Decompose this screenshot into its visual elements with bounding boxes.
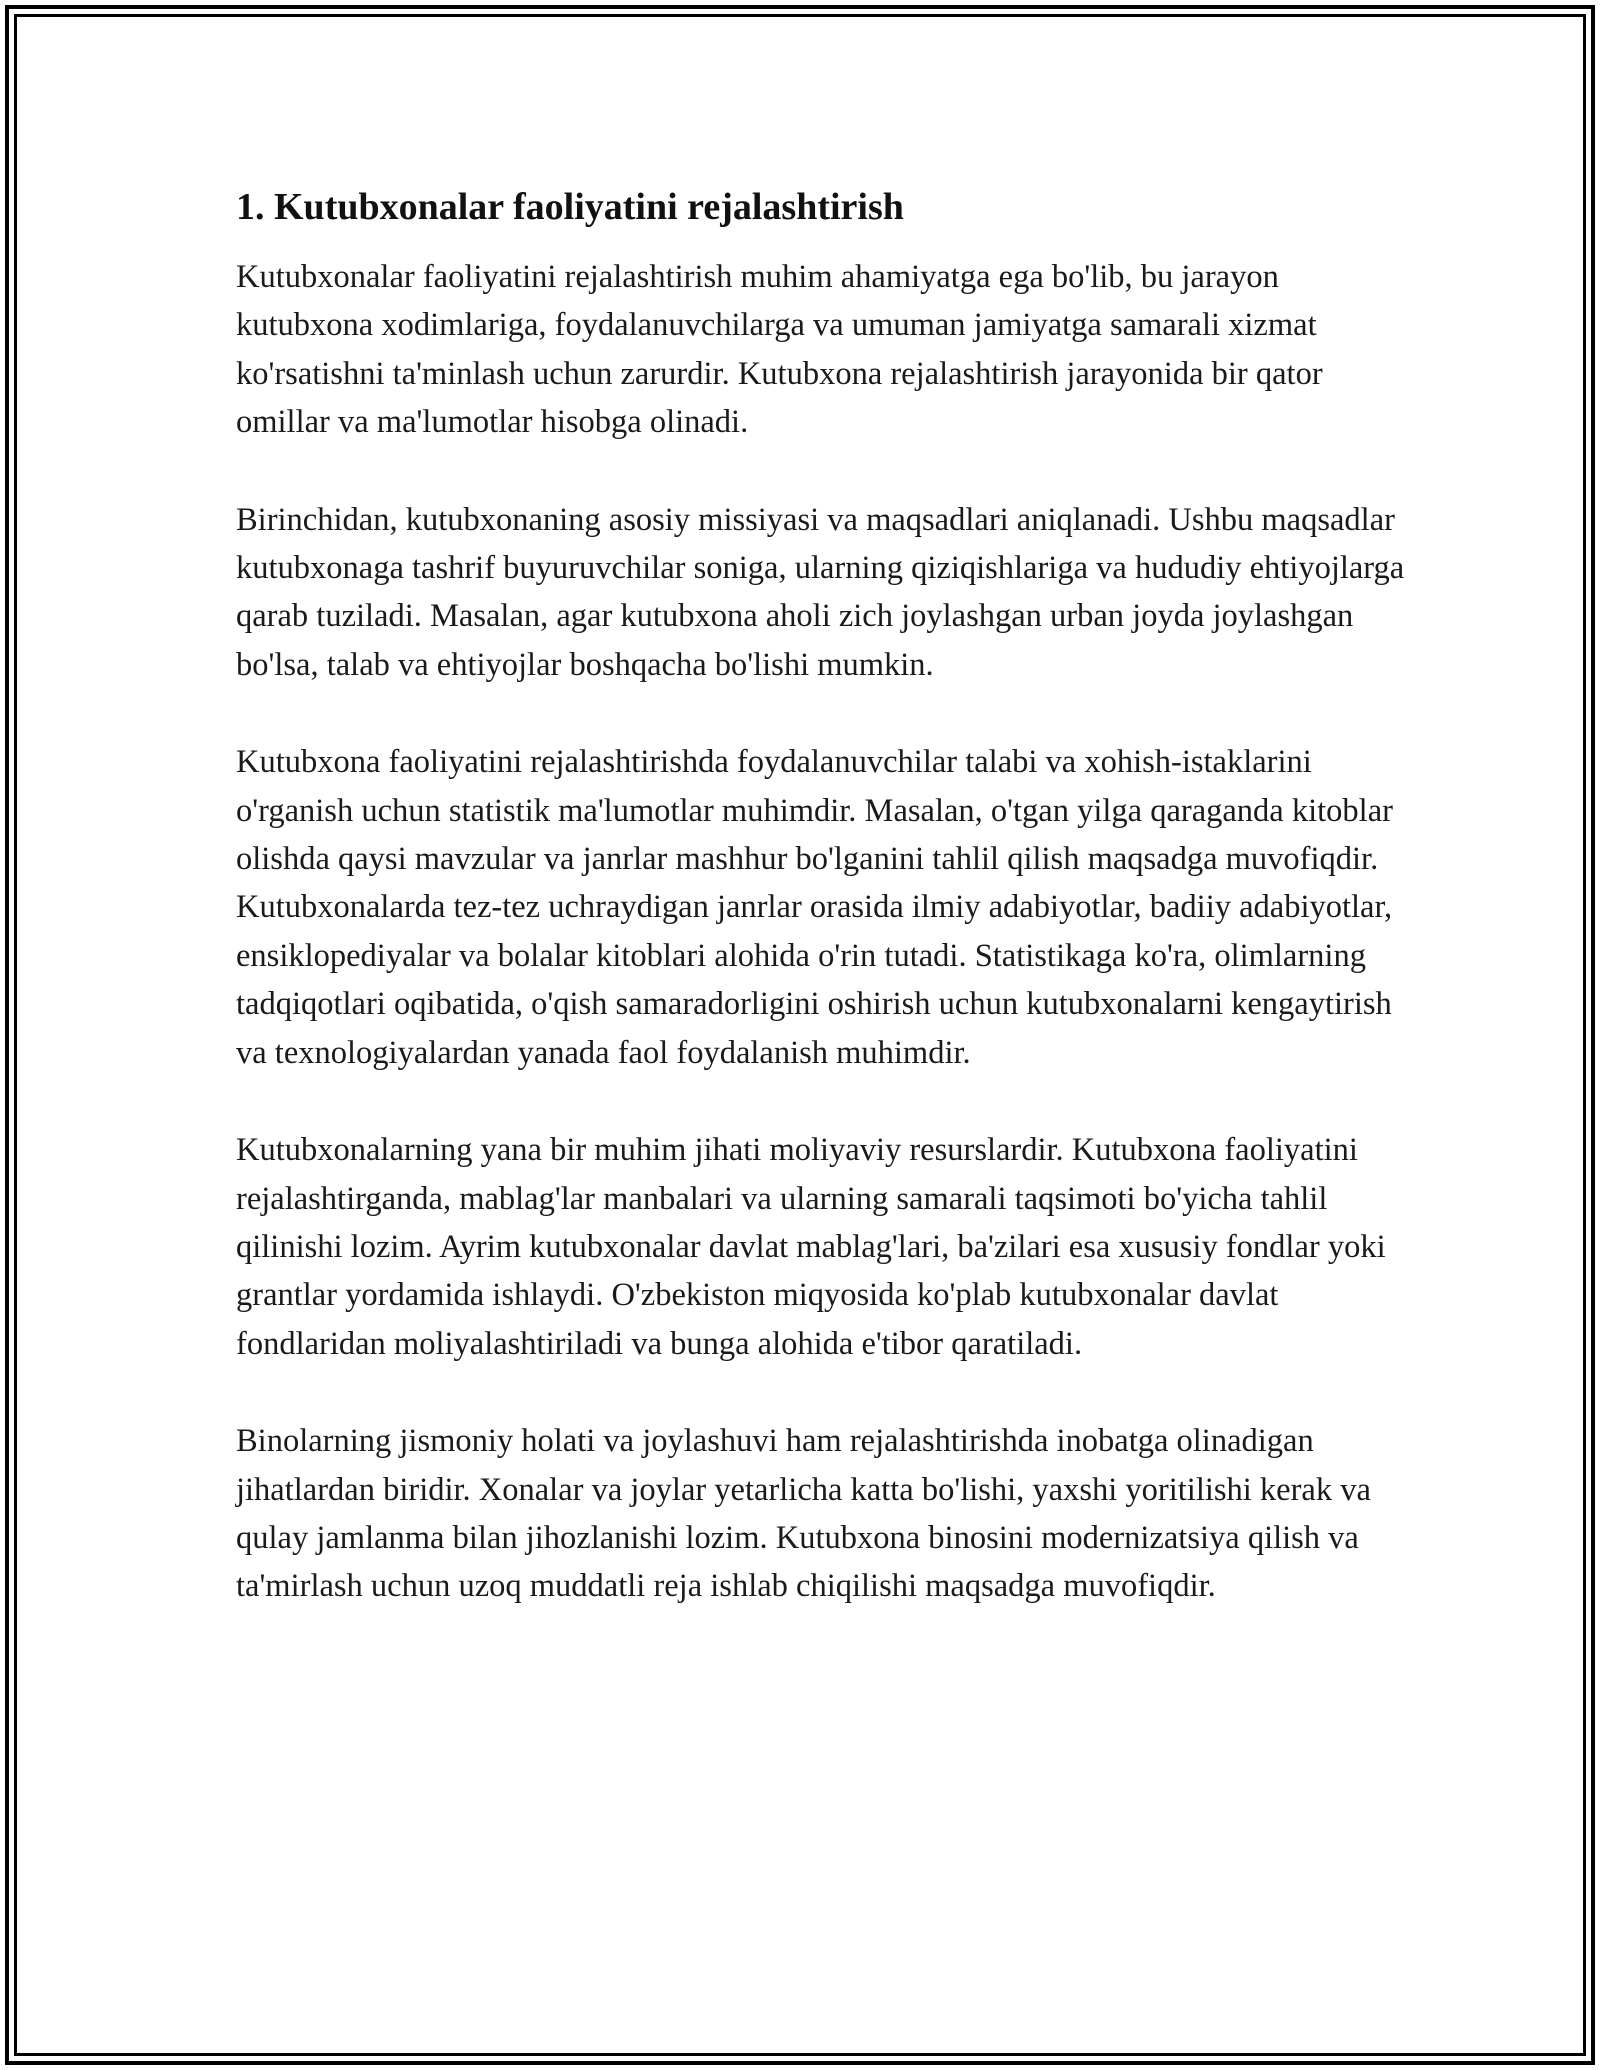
- paragraph-buildings: Binolarning jismoniy holati va joylashuvi ham rejalashtirishda inobatga olinadigan jihatlardan biridir. Xonalar va joylar yetarlicha katta bo'lishi, yaxshi yoritilishi kerak va qulay jamlanma bilan jihozlanishi lozim. Kutubxona binosini modernizatsiya qilish va ta'mirlash uchun uzoq muddatli reja ishlab chiqilishi maqsadga muvofiqdir.: [236, 1423, 1371, 1605]
- paragraph-mission: Birinchidan, kutubxonaning asosiy missiyasi va maqsadlari aniqlanadi. Ushbu maqsadlar kutubxonaga tashrif buyuruvchilar soniga, ularning qiziqishlariga va hududiy ehtiyojlarga qarab tuziladi. Masalan, agar kutubxona aholi zich joylashgan urban joyda joylashgan bo'lsa, talab va ehtiyojlar boshqacha bo'lishi mumkin.: [236, 501, 1405, 683]
- section-heading: 1. Kutubxonalar faoliyatini rejalashtirish: [236, 186, 904, 228]
- document-body: [236, 183, 1411, 1660]
- paragraph-finance: Kutubxonalarning yana bir muhim jihati moliyaviy resurslardir. Kutubxona faoliyatini rejalashtirganda, mablag'lar manbalari va ularning samarali taqsimoti bo'yicha tahlil qilinishi lozim. Ayrim kutubxonalar davlat mablag'lari, ba'zilari esa xususiy fondlar yoki grantlar yordamida ishlaydi. O'zbekiston miqyosida ko'plab kutubxonalar davlat fondlaridan moliyalashtiriladi va bunga alohida e'tibor qaratiladi.: [236, 1132, 1386, 1362]
- paragraph-intro: Kutubxonalar faoliyatini rejalashtirish muhim ahamiyatga ega bo'lib, bu jarayon kutubxona xodimlariga, foydalanuvchilarga va umuman jamiyatga samarali xizmat ko'rsatishni ta'minlash uchun zarurdir. Kutubxona rejalashtirish jarayonida bir qator omillar va ma'lumotlar hisobga olinadi.: [236, 259, 1323, 441]
- paragraph-statistics: Kutubxona faoliyatini rejalashtirishda foydalanuvchilar talabi va xohish-istaklarini o'rganish uchun statistik ma'lumotlar muhimdir. Masalan, o'tgan yilga qaraganda kitoblar olishda qaysi mavzular va janrlar mashhur bo'lganini tahlil qilish maqsadga muvofiqdir. Kutubxonalarda tez-tez uchraydigan janrlar orasida ilmiy adabiyotlar, badiiy adabiyotlar, ensiklopediyalar va bolalar kitoblari alohida o'rin tutadi. Statistikaga ko'ra, olimlarning tadqiqotlari oqibatida, o'qish samaradorligini oshirish uchun kutubxonalarni kengaytirish va texnologiyalardan yanada faol foydalanish muhimdir.: [236, 744, 1393, 1071]
